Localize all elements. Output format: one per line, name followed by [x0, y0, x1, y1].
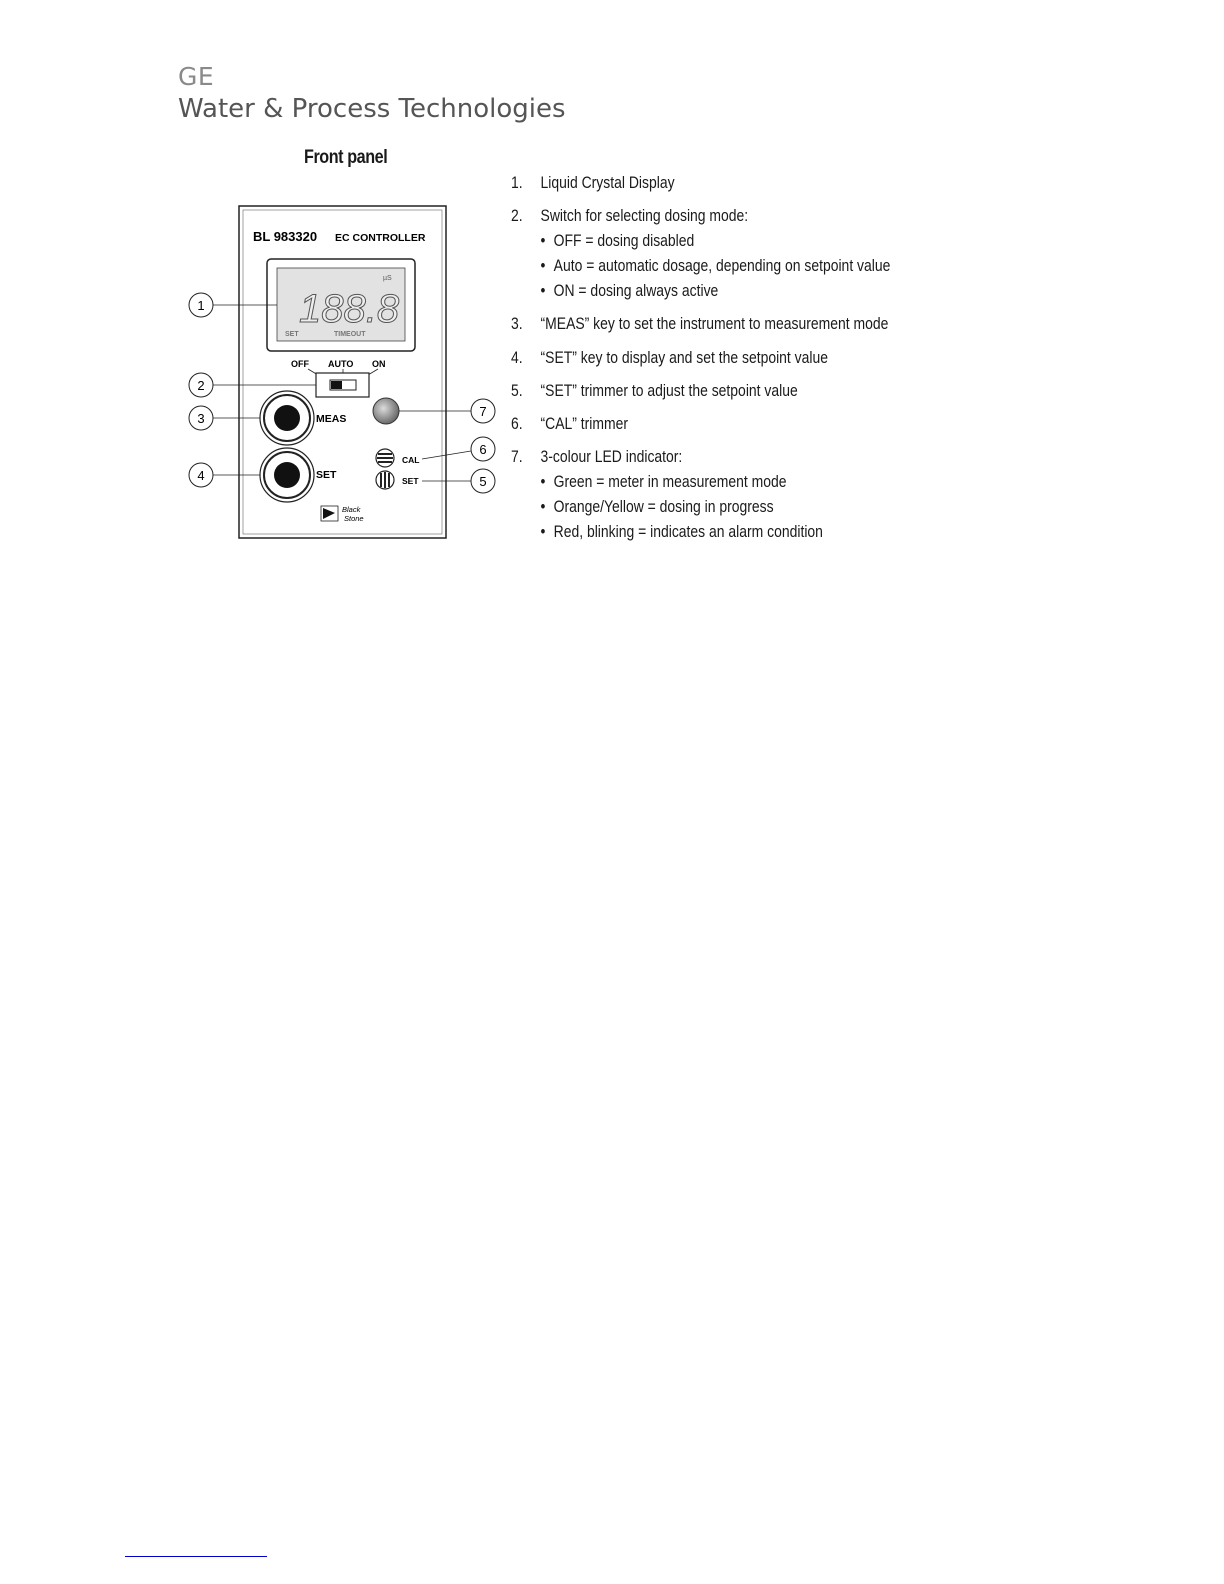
svg-text:7: 7 — [479, 404, 487, 419]
svg-text:4: 4 — [197, 468, 205, 483]
model-type: EC CONTROLLER — [335, 232, 426, 244]
lcd-set-indicator: SET — [285, 331, 299, 338]
svg-text:6: 6 — [479, 442, 487, 457]
model-number: BL 983320 — [253, 229, 318, 244]
cal-trimmer-label: CAL — [402, 455, 420, 465]
brand-subtitle: Water & Process Technologies — [178, 94, 566, 124]
set-trimmer[interactable] — [376, 471, 394, 489]
bullet-item: • Auto = automatic dosage, depending on setpoint value — [540, 256, 891, 276]
svg-text:5: 5 — [479, 474, 487, 489]
svg-text:2: 2 — [197, 378, 205, 393]
list-item: 2. Switch for selecting dosing mode: • OFF = dosing disabled • Auto = automatic dosage, depending on setpoint value • ON = dosing always active — [511, 205, 937, 302]
switch-on-label: ON — [372, 359, 386, 369]
list-item: 6. “CAL” trimmer — [511, 413, 629, 433]
legend-list — [511, 172, 937, 554]
list-item: 4. “SET” key to display and set the setpoint value — [511, 347, 828, 367]
dosing-mode-switch[interactable] — [316, 373, 369, 397]
list-item: 3. “MEAS” key to set the instrument to measurement mode — [511, 314, 889, 334]
svg-text:3: 3 — [197, 411, 205, 426]
list-item: 5. “SET” trimmer to adjust the setpoint value — [511, 380, 798, 400]
led-indicator — [373, 398, 399, 424]
bullet-item: • OFF = dosing disabled — [540, 231, 695, 251]
front-panel-diagram — [180, 195, 510, 550]
document-header — [178, 64, 566, 124]
bullet-item: • Orange/Yellow = dosing in progress — [540, 497, 774, 517]
svg-text:Black: Black — [342, 505, 361, 514]
set-label: SET — [316, 469, 337, 481]
footnote-divider — [125, 1556, 267, 1557]
list-item: 7. 3-colour LED indicator: • Green = meter in measurement mode • Orange/Yellow = dosing in progress • Red, blinking = indicates an alarm condition — [511, 446, 937, 543]
lcd-unit: µS — [383, 275, 392, 282]
lcd-digits: 188.8 — [299, 287, 400, 331]
list-item: 1. Liquid Crystal Display — [511, 173, 675, 192]
meas-label: MEAS — [316, 413, 347, 425]
svg-text:Stone: Stone — [344, 514, 364, 523]
meas-button[interactable] — [260, 391, 314, 445]
svg-text:1: 1 — [197, 298, 205, 313]
switch-off-label: OFF — [291, 359, 309, 369]
brand-name: GE — [178, 62, 215, 91]
bullet-item: • Red, blinking = indicates an alarm condition — [540, 522, 823, 542]
switch-auto-label: AUTO — [328, 359, 354, 369]
cal-trimmer[interactable] — [376, 449, 394, 467]
set-button[interactable] — [260, 448, 314, 502]
lcd-timeout-indicator: TIMEOUT — [334, 331, 366, 338]
bullet-item: • Green = meter in measurement mode — [540, 471, 787, 491]
set-trimmer-label: SET — [402, 476, 419, 486]
figure-title: Front panel — [304, 147, 388, 168]
bullet-item: • ON = dosing always active — [540, 281, 719, 301]
